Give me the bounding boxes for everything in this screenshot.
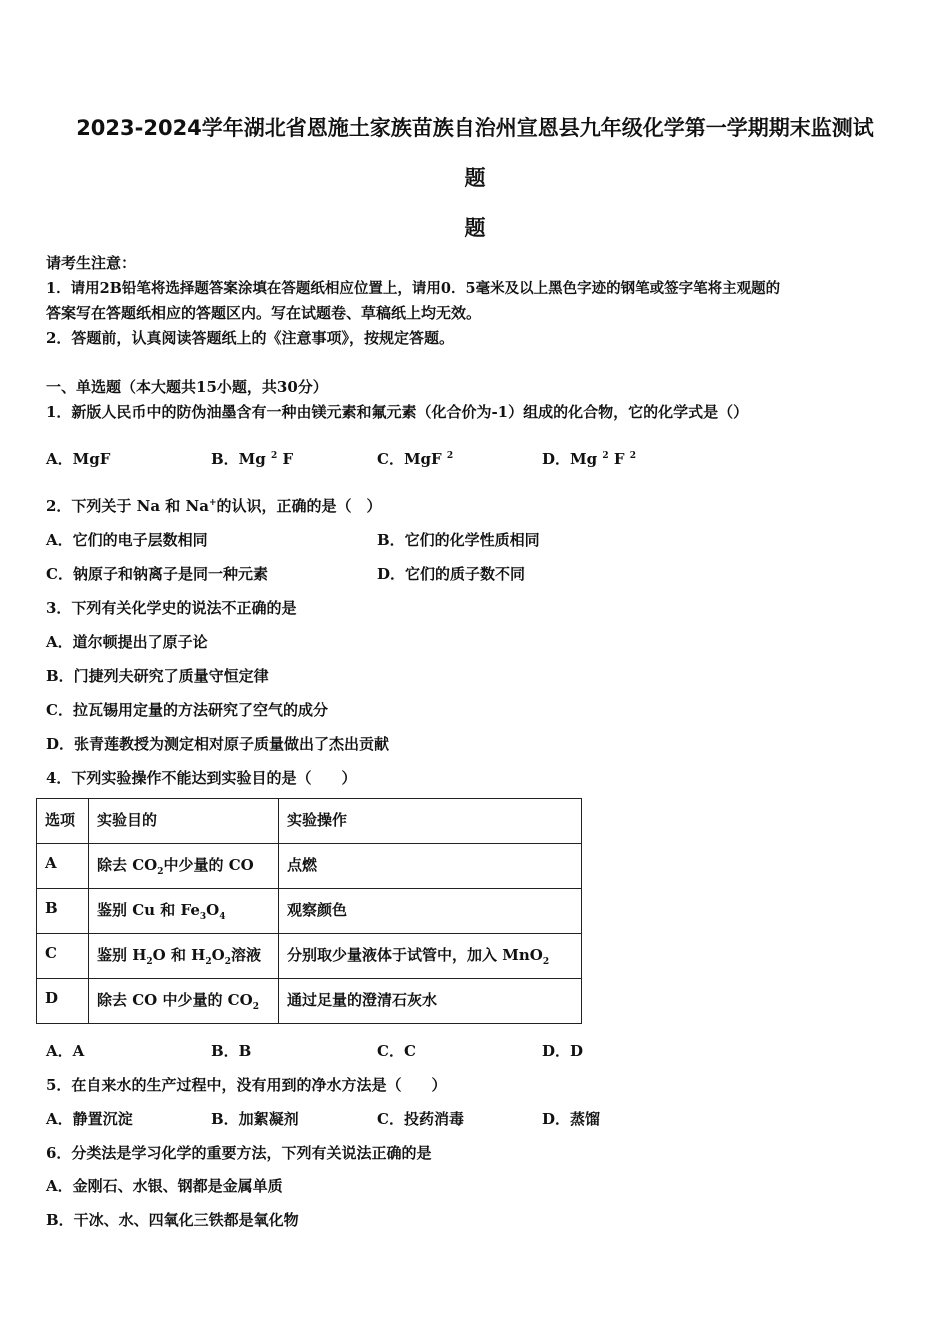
question-2-option-b[interactable]: B．它们的化学性质相同 [377,531,540,549]
notice-item-1: 1．请用2B铅笔将选择题答案涂填在答题纸相应位置上，请用0．5毫米及以上黑色字迹的钢笔或签字笔将主观题的 [46,280,781,297]
question-1-stem: 1．新版人民币中的防伪油墨含有一种由镁元素和氟元素（化合价为-1）组成的化合物，它的化学式是（） [46,403,749,421]
table-cell: 观察颜色 [279,889,582,934]
stem-text: 的认识，正确的是（ ） [216,497,382,515]
page-title-continued: 题 [464,166,486,190]
question-3-option-c[interactable]: C．拉瓦锡用定量的方法研究了空气的成分 [46,701,328,719]
page-subtitle: 题 [464,216,486,240]
question-3-option-a[interactable]: A．道尔顿提出了原子论 [46,633,208,651]
question-4-option-d[interactable]: D．D [542,1042,584,1060]
question-6-stem: 6．分类法是学习化学的重要方法，下列有关说法正确的是 [46,1144,432,1162]
question-2-option-a[interactable]: A．它们的电子层数相同 [46,531,208,549]
table-header: 实验操作 [279,799,582,844]
table-cell [279,934,582,979]
section-heading: 一、单选题（本大题共15小题，共30分） [46,378,328,396]
cell-text: 除去 CO [97,856,158,874]
table-header-row [37,799,582,844]
question-1-option-c[interactable] [377,448,453,469]
table-cell: C [37,934,89,979]
table-cell [89,844,279,889]
subscript: 4 [219,912,226,922]
cell-text: 分别取少量液体于试管中，加入 MnO [287,946,543,964]
question-5-option-c[interactable]: C．投药消毒 [377,1110,464,1128]
notice-item-1-cont: 答案写在答题纸相应的答题区内。写在试题卷、草稿纸上均无效。 [46,304,482,322]
question-6-option-a[interactable]: A．金刚石、水银、钢都是金属单质 [46,1177,283,1195]
table-cell: 通过足量的澄清石灰水 [279,979,582,1024]
table-cell: A [37,844,89,889]
table-row [37,844,582,889]
table-row [37,934,582,979]
option-text: C．MgF [377,450,442,468]
subscript: 2 [224,957,231,967]
question-1-option-b[interactable] [211,448,293,469]
superscript: 2 [271,451,278,461]
subscript: 2 [146,957,153,967]
question-2-option-c[interactable]: C．钠原子和钠离子是同一种元素 [46,565,268,583]
option-text: B．Mg [211,450,266,468]
option-text: D．Mg [542,450,598,468]
question-4-stem: 4．下列实验操作不能达到实验目的是（ ） [46,769,357,787]
cell-text: 鉴别 H [97,946,147,964]
question-5-option-a[interactable]: A．静置沉淀 [46,1110,133,1128]
cell-text: O 和 H [152,946,206,964]
subscript: 2 [205,957,212,967]
cell-text: 溶液 [230,946,261,964]
superscript: + [208,498,217,508]
question-5-option-d[interactable]: D．蒸馏 [542,1110,601,1128]
table-cell: B [37,889,89,934]
subscript: 3 [199,912,207,922]
question-1-option-d[interactable] [542,448,636,469]
table-row [37,979,582,1024]
option-text: F [613,450,625,468]
table-row [37,889,582,934]
question-2-option-d[interactable]: D．它们的质子数不同 [377,565,526,583]
page-title: 2023-2024学年湖北省恩施土家族苗族自治州宣恩县九年级化学第一学期期末监测试 [76,116,874,140]
stem-text: 2．下列关于 Na 和 Na [46,497,209,515]
table-header: 实验目的 [89,799,279,844]
notice-item-2: 2．答题前，认真阅读答题纸上的《注意事项》，按规定答题。 [46,329,454,347]
question-3-stem: 3．下列有关化学史的说法不正确的是 [46,599,297,617]
question-6-option-b[interactable]: B．干冰、水、四氧化三铁都是氧化物 [46,1211,299,1229]
subscript: 2 [542,957,550,967]
superscript: 2 [602,451,609,461]
question-4-option-a[interactable]: A．A [46,1042,85,1060]
cell-text: O [206,901,220,919]
question-2-stem [46,495,382,516]
notice-heading: 请考生注意： [46,254,137,272]
question-4-option-b[interactable]: B．B [211,1042,252,1060]
table-cell: D [37,979,89,1024]
table-cell [89,934,279,979]
subscript: 2 [252,1002,259,1012]
superscript: 2 [629,451,636,461]
question-3-option-b[interactable]: B．门捷列夫研究了质量守恒定律 [46,667,269,685]
table-cell [89,889,279,934]
option-text: F [282,450,294,468]
subscript: 2 [157,867,164,877]
table-cell: 点燃 [279,844,582,889]
experiment-table [36,798,582,1024]
question-1-option-a[interactable]: A．MgF [46,450,111,468]
question-5-stem: 5．在自来水的生产过程中，没有用到的净水方法是（ ） [46,1076,447,1094]
cell-text: O [211,946,225,964]
table-header: 选项 [37,799,89,844]
cell-text: 中少量的 CO [163,856,254,874]
question-4-option-c[interactable]: C．C [377,1042,416,1060]
table-cell [89,979,279,1024]
cell-text: 除去 CO 中少量的 CO [97,991,253,1009]
cell-text: 鉴别 Cu 和 Fe [97,901,200,919]
superscript: 2 [446,451,454,461]
question-3-option-d[interactable]: D．张青莲教授为测定相对原子质量做出了杰出贡献 [46,735,390,753]
question-5-option-b[interactable]: B．加絮凝剂 [211,1110,299,1128]
